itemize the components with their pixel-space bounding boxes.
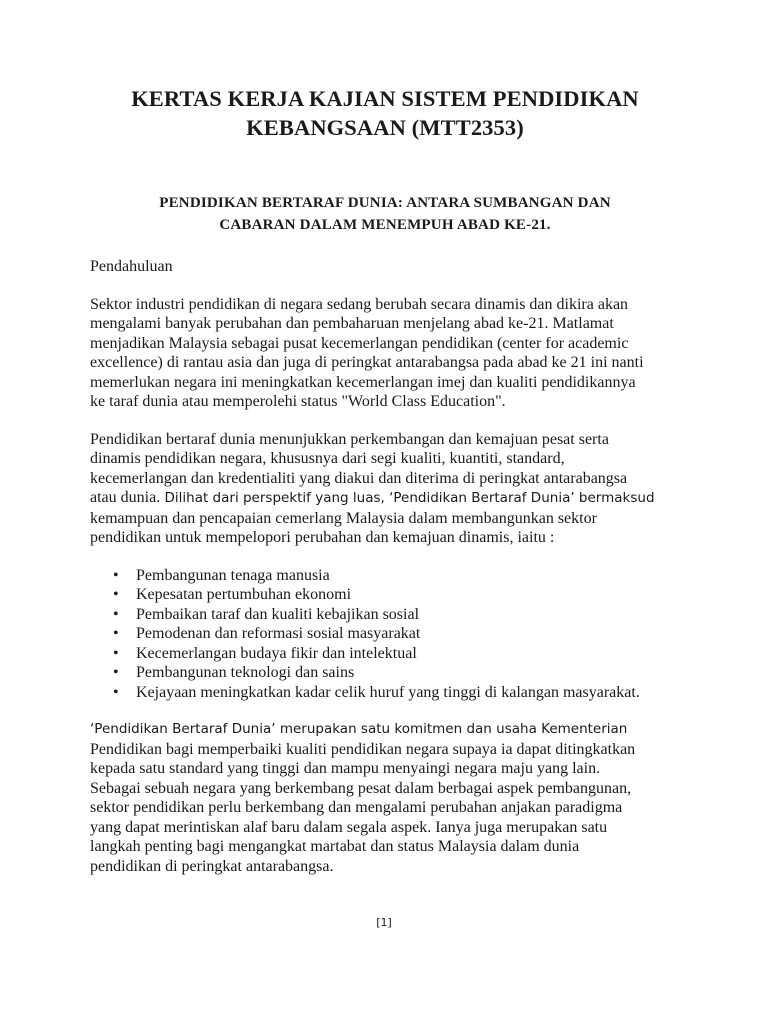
list-item [90,683,680,703]
paragraph-text-sans: ‘Pendidikan Bertaraf Dunia’ merupakan satu komitmen dan usaha Kementerian [90,721,628,737]
paragraph-line: Pendidikan bertaraf dunia menunjukkan perkembangan dan kemajuan pesat serta [90,430,609,448]
bullet-icon: • [113,566,119,584]
list-item [90,566,680,586]
list-item-text: Pembangunan teknologi dan sains [136,664,355,681]
paragraph-line: kepada satu standard yang tinggi dan mampu menyaingi negara maju yang lain. [90,760,601,777]
list-item [90,663,680,683]
list-item-text: Kepesatan pertumbuhan ekonomi [136,586,352,603]
paragraph-line: sektor pendidikan perlu berkembang dan mengalami perubahan anjakan paradigma [90,799,623,816]
bullet-icon: • [113,586,119,603]
paragraph-line: dinamis pendidikan negara, khususnya dari segi kualiti, kuantiti, standard, [90,450,565,467]
bullet-icon: • [113,625,119,642]
page-number: [1] [376,916,392,929]
document-title [90,84,680,142]
bullet-icon: • [113,644,119,662]
paragraph-line-mixed [90,488,680,509]
paragraph-line: mengalami banyak perubahan dan pembaharuan menjelang abad ke-21. Matlamat [90,315,614,332]
bullet-icon: • [113,664,119,681]
list-item-text: Kejayaan meningkatkan kadar celik huruf yang tinggi di kalangan masyarakat. [136,683,640,701]
list-item-text: Pemodenan dan reformasi sosial masyarakat [136,625,421,642]
paragraph-intro [90,295,680,412]
list-item [90,605,680,625]
bullet-list [90,566,680,703]
paragraph-line: menjadikan Malaysia sebagai pusat kecemerlangan pendidikan (center for academic [90,334,629,352]
list-item-text: Pembangunan tenaga manusia [136,566,330,584]
paragraph-line: memerlukan negara ini meningkatkan kecemerlangan imej dan kualiti pendidikannya [90,373,636,391]
list-item [90,644,680,664]
paragraph-line: yang dapat merintiskan alaf baru dalam segala aspek. Ianya juga merupakan satu [90,818,608,836]
paragraph-line: Sektor industri pendidikan di negara sedang berubah secara dinamis dan dikira akan [90,295,629,313]
paragraph-line: pendidikan di peringkat antarabangsa. [90,857,334,875]
paragraph-line: langkah penting bagi mengangkat martabat dan status Malaysia dalam dunia [90,838,580,855]
bullet-icon: • [113,683,119,701]
paragraph-line: excellence) di rantau asia dan juga di peringkat antarabangsa pada abad ke 21 ini nanti [90,354,644,371]
paragraph-text-sans: Dilihat dari perspektif yang luas, ‘Pendidikan Bertaraf Dunia’ bermaksud [160,490,655,506]
bullet-icon: • [113,605,119,623]
document-subtitle-line: PENDIDIKAN BERTARAF DUNIA: ANTARA SUMBANGAN DAN [159,195,611,211]
paragraph-world-class [90,430,680,548]
list-item [90,624,680,644]
paragraph-line: pendidikan untuk mempelopori perubahan dan kemajuan dinamis, iaitu : [90,529,555,546]
list-item-text: Pembaikan taraf dan kualiti kebajikan sosial [136,605,420,623]
list-item [90,585,680,605]
document-subtitle-line: CABARAN DALAM MENEMPUH ABAD KE-21. [219,217,551,233]
paragraph-line: kecemerlangan dan kredentialiti yang diakui dan diterima di peringkat antarabangsa [90,469,628,487]
paragraph-text-serif: atau dunia. [90,489,161,506]
paragraph-commitment [90,720,680,876]
document-title-line: KERTAS KERJA KAJIAN SISTEM PENDIDIKAN [131,86,639,111]
paragraph-line: ke taraf dunia atau memperolehi status "World Class Education". [90,393,506,410]
paragraph-line: Pendidikan bagi memperbaiki kualiti pendidikan negara supaya ia dapat ditingkatkan [90,740,636,758]
list-item-text: Kecemerlangan budaya fikir dan intelektual [136,644,417,662]
section-heading-pendahuluan: Pendahuluan [90,258,173,275]
document-body [90,84,680,876]
document-title-line: KEBANGSAAN (MTT2353) [246,115,524,140]
paragraph-line: kemampuan dan pencapaian cemerlang Malaysia dalam membangunkan sektor [90,509,597,527]
document-subtitle [90,192,680,236]
paragraph-line: Sebagai sebuah negara yang berkembang pesat dalam berbagai aspek pembangunan, [90,779,632,797]
